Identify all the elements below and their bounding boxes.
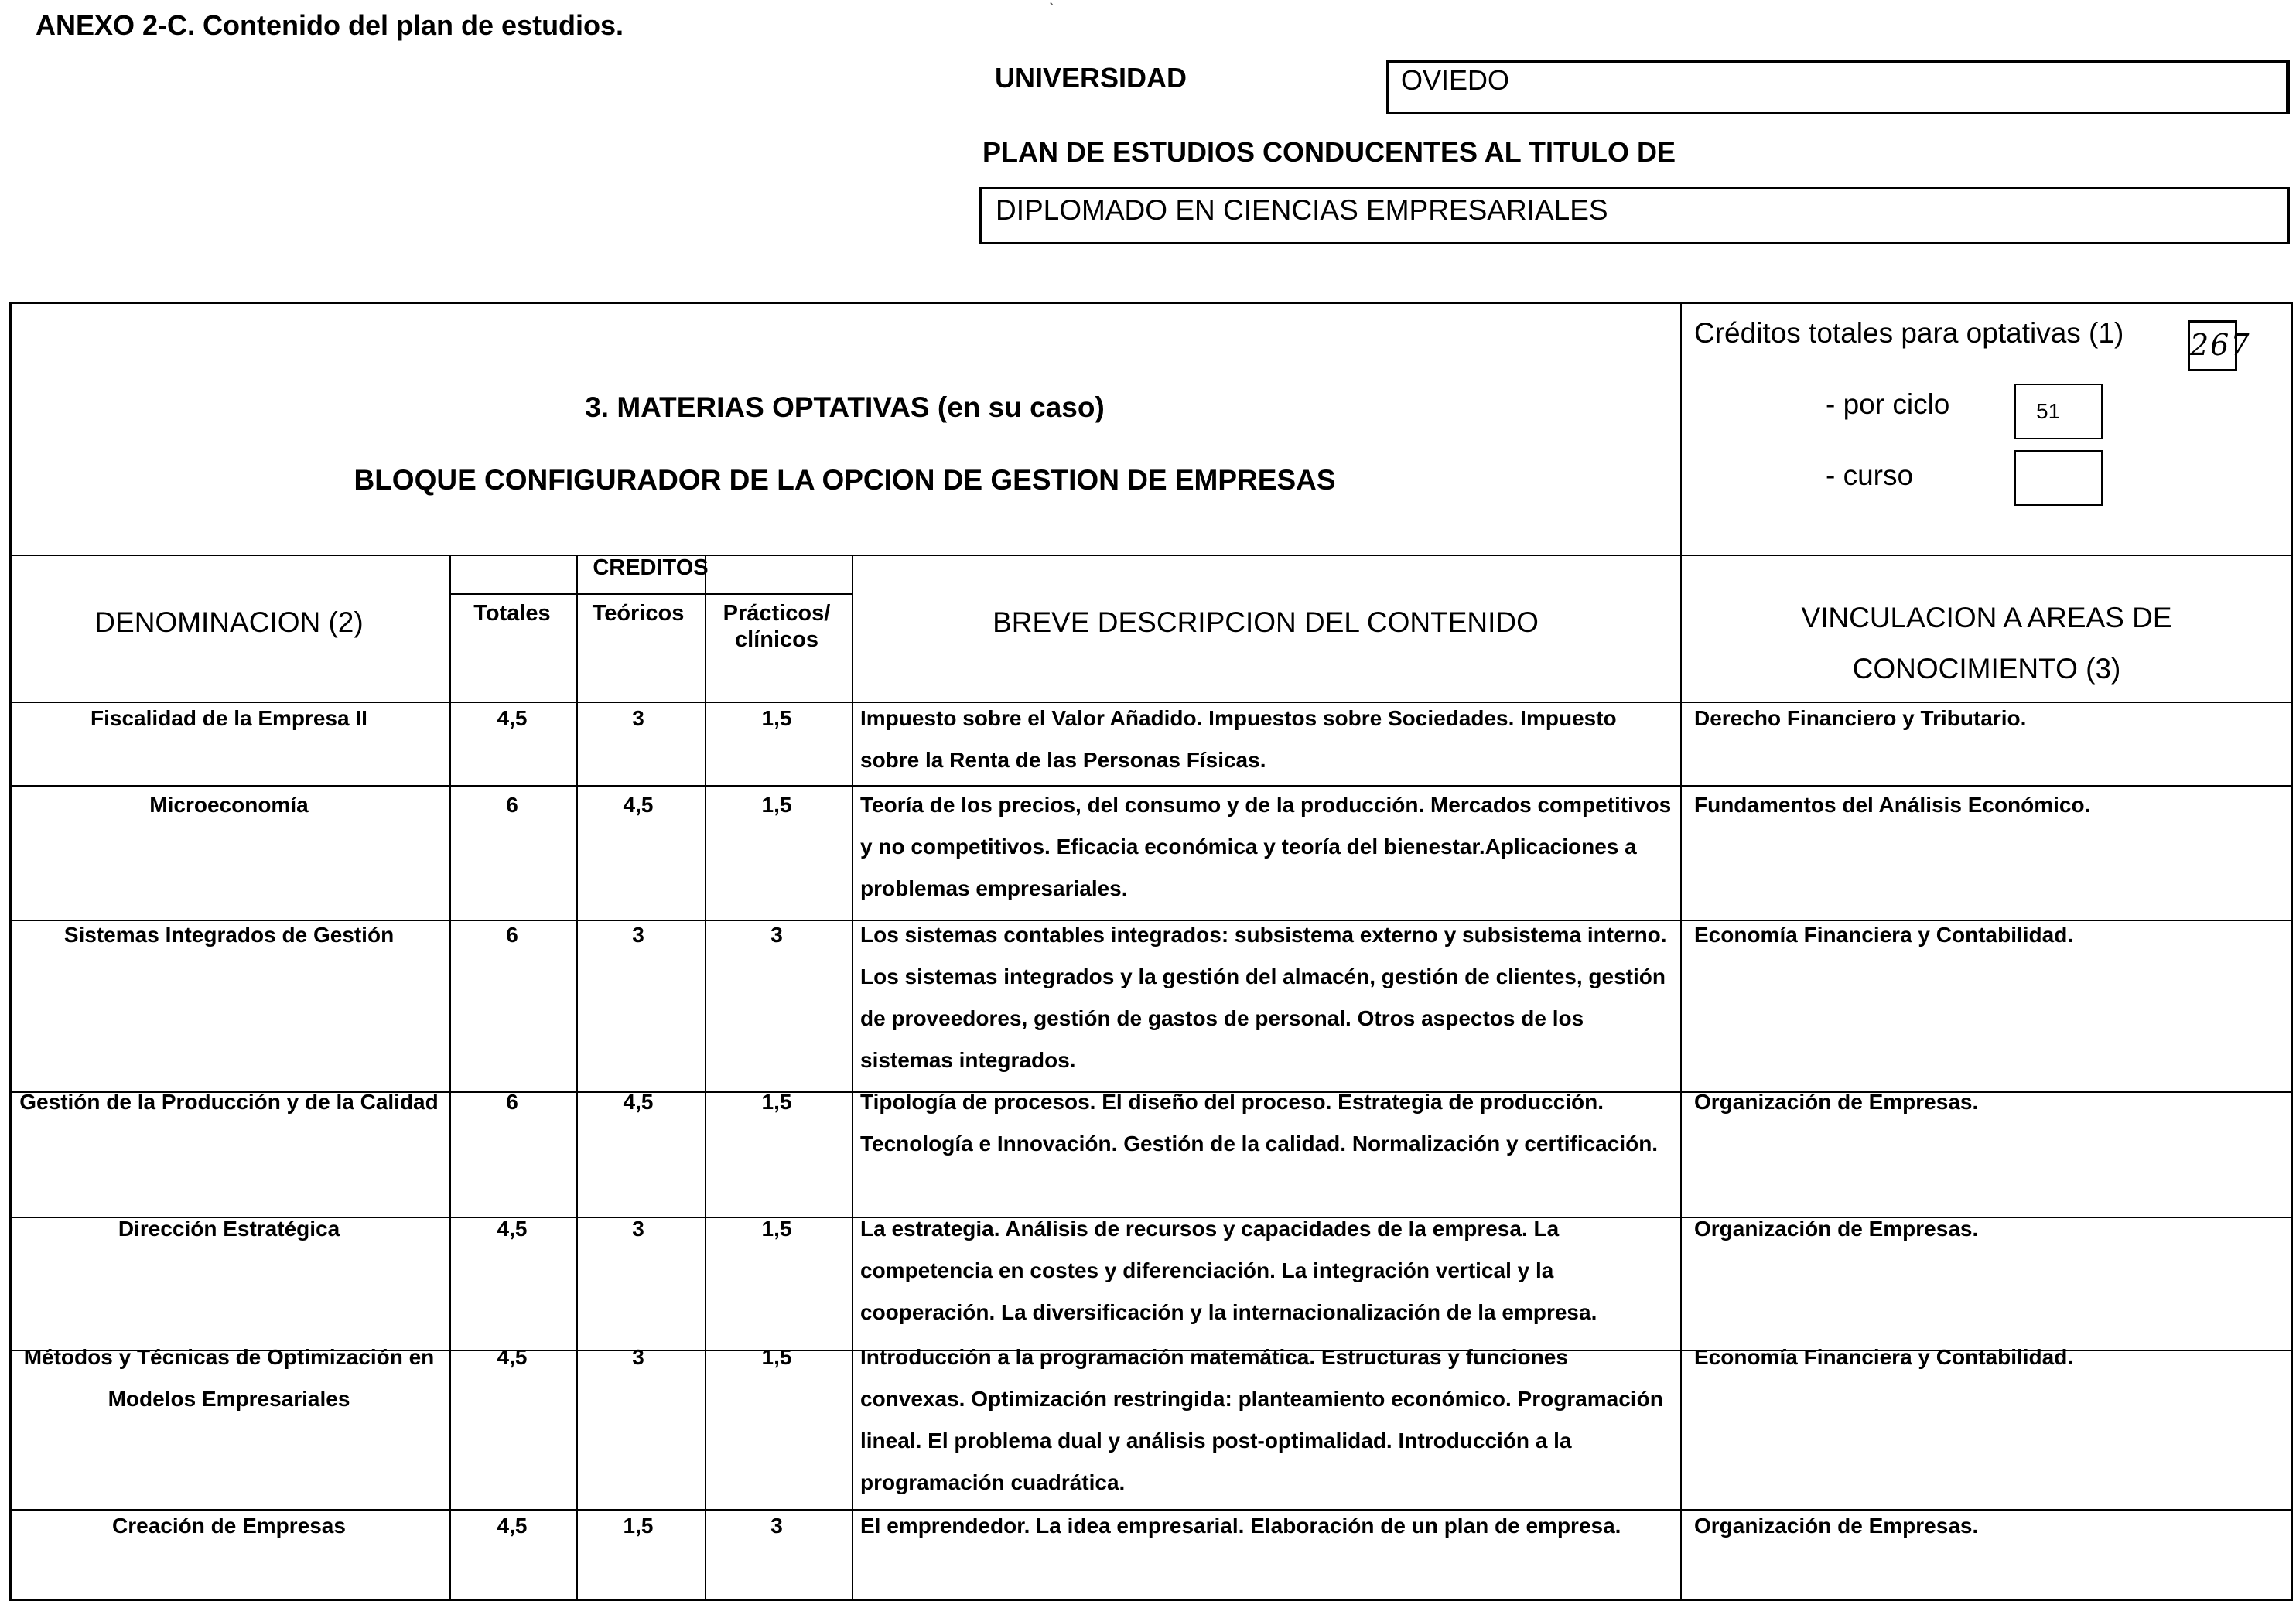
header-practicos <box>702 600 851 653</box>
row-3-practicos: 3 <box>770 923 783 947</box>
row-6-teoricos: 3 <box>632 1345 644 1369</box>
per-course-label: - curso <box>1826 459 1914 491</box>
header-teoricos: Teóricos <box>592 601 685 626</box>
row-2-area: Fundamentos del Análisis Económico. <box>1694 793 2091 817</box>
per-cycle-label: - por ciclo <box>1826 388 1950 420</box>
row-5-name: Dirección Estratégica <box>118 1217 340 1241</box>
degree-field: DIPLOMADO EN CIENCIAS EMPRESARIALES <box>979 187 2290 244</box>
row-3-area: Economía Financiera y Contabilidad. <box>1694 923 2074 947</box>
row-1-totales: 4,5 <box>497 706 528 730</box>
annex-title: ANEXO 2-C. Contenido del plan de estudios. <box>36 9 624 41</box>
row-5-teoricos: 3 <box>632 1217 644 1241</box>
header-descripcion: BREVE DESCRIPCION DEL CONTENIDO <box>993 606 1539 638</box>
row-7-totales: 4,5 <box>497 1514 528 1538</box>
row-3-description: Los sistemas contables integrados: subsistema externo y subsistema interno. Los sistemas integrados y la gestión del almacén, gestión de clientes, gestión de proveedores, gestión de gastos de personal. Otros aspectos de los sistemas integrados. <box>860 923 1667 1072</box>
row-4-practicos: 1,5 <box>761 1090 792 1114</box>
row-4-totales: 6 <box>506 1090 518 1114</box>
section-subtitle: BLOQUE CONFIGURADOR DE LA OPCION DE GESTION DE EMPRESAS <box>354 464 1336 496</box>
row-6-practicos: 1,5 <box>761 1345 792 1369</box>
row-6-name: Métodos y Técnicas de Optimización en Modelos Empresariales <box>23 1345 435 1411</box>
row-3-teoricos: 3 <box>632 923 644 947</box>
per-course-field <box>2014 450 2103 506</box>
section-title: 3. MATERIAS OPTATIVAS (en su caso) <box>585 391 1105 423</box>
scan-speck: ` <box>1049 0 1055 19</box>
row-6-area: Economía Financiera y Contabilidad. <box>1694 1345 2074 1369</box>
header-vinculacion-line1: VINCULACION A AREAS DE <box>1801 602 2172 633</box>
row-1-practicos: 1,5 <box>761 706 792 730</box>
row-7-teoricos: 1,5 <box>623 1514 654 1538</box>
row-7-description: El emprendedor. La idea empresarial. Elaboración de un plan de empresa. <box>860 1514 1621 1538</box>
header-denominacion: DENOMINACION (2) <box>94 606 364 638</box>
row-5-description: La estrategia. Análisis de recursos y capacidades de la empresa. La competencia en costes y diferenciación. La integración vertical y la cooperación. La diversificación y la internacionalización de la empresa. <box>860 1217 1597 1324</box>
row-2-description: Teoría de los precios, del consumo y de la producción. Mercados competitivos y no competitivos. Eficacia económica y teoría del bienestar.Aplicaciones a problemas empresariales. <box>860 793 1672 900</box>
row-3-name: Sistemas Integrados de Gestión <box>63 923 395 947</box>
header-vinculacion-line2: CONOCIMIENTO (3) <box>1852 653 2121 685</box>
row-6-description: Introducción a la programación matemática. Estructuras y funciones convexas. Optimización restringida: planteamiento económico. Programación lineal. El problema dual y análisis post-optimalidad. Introducción a la programación cuadrática. <box>860 1345 1663 1494</box>
row-7-area: Organización de Empresas. <box>1694 1514 1979 1538</box>
row-7-name: Creación de Empresas <box>112 1514 346 1538</box>
row-1-description: Impuesto sobre el Valor Añadido. Impuestos sobre Sociedades. Impuesto sobre la Renta de las Personas Físicas. <box>860 706 1617 772</box>
header-practicos-line2: clínicos <box>735 627 818 652</box>
plan-label: PLAN DE ESTUDIOS CONDUCENTES AL TITULO DE <box>982 136 1676 168</box>
row-5-totales: 4,5 <box>497 1217 528 1241</box>
row-4-teoricos: 4,5 <box>623 1090 654 1114</box>
row-1-area: Derecho Financiero y Tributario. <box>1694 706 2027 730</box>
row-4-description: Tipología de procesos. El diseño del proceso. Estrategia de producción. Tecnología e Innovación. Gestión de la calidad. Normalización y certificación. <box>860 1090 1659 1156</box>
row-1-teoricos: 3 <box>632 706 644 730</box>
row-2-name: Microeconomía <box>149 793 309 817</box>
header-totales: Totales <box>473 601 551 626</box>
row-4-area: Organización de Empresas. <box>1694 1090 1979 1114</box>
header-practicos-line1: Prácticos/ <box>723 601 831 626</box>
row-1-name: Fiscalidad de la Empresa II <box>91 706 367 730</box>
row-4-name: Gestión de la Producción y de la Calidad <box>19 1090 439 1114</box>
total-credits-label: Créditos totales para optativas (1) <box>1694 317 2124 349</box>
row-5-area: Organización de Empresas. <box>1694 1217 1979 1241</box>
total-credits-handwritten: 267 <box>2188 320 2237 371</box>
row-7-practicos: 3 <box>770 1514 783 1538</box>
header-vinculacion <box>1680 592 2293 695</box>
row-3-totales: 6 <box>506 923 518 947</box>
row-2-practicos: 1,5 <box>761 793 792 817</box>
row-2-totales: 6 <box>506 793 518 817</box>
header-creditos: CREDITOS <box>593 555 709 580</box>
row-5-practicos: 1,5 <box>761 1217 792 1241</box>
row-6-totales: 4,5 <box>497 1345 528 1369</box>
per-cycle-field: 51 <box>2014 384 2103 439</box>
university-label: UNIVERSIDAD <box>995 62 1187 94</box>
university-field: OVIEDO <box>1386 60 2290 114</box>
row-2-teoricos: 4,5 <box>623 793 654 817</box>
